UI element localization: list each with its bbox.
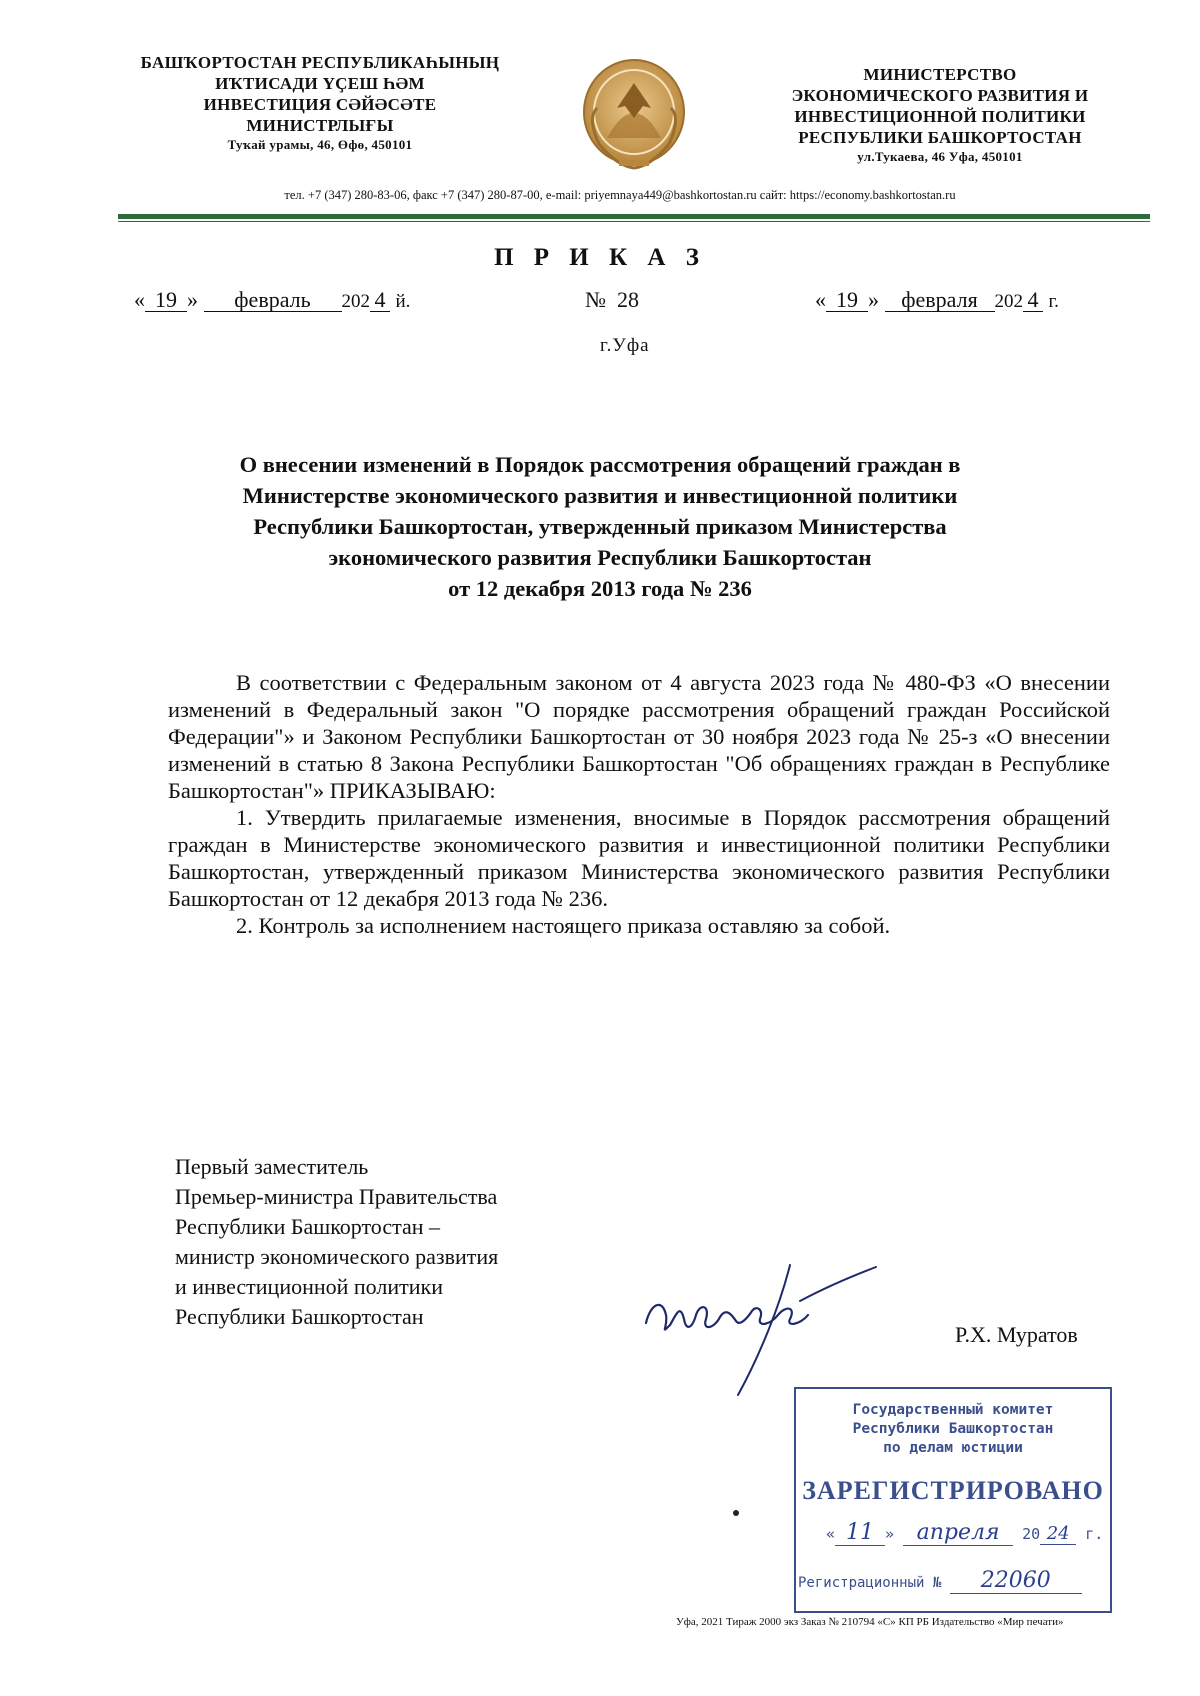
stamp-org-line: по делам юстиции [883,1440,1023,1456]
stamp-year-prefix: 20 [1022,1525,1041,1543]
date-month: февраля [885,289,995,312]
quote-close: » [187,287,198,312]
header-right-line: ЭКОНОМИЧЕСКОГО РАЗВИТИЯ И [791,86,1089,105]
subject-line: от 12 декабря 2013 года № 236 [448,576,752,601]
subject-line: экономического развития Республики Башкортостан [328,545,872,570]
header-right-line: РЕСПУБЛИКИ БАШКОРТОСТАН [798,128,1082,147]
header-right-address: ул.Тукаева, 46 Уфа, 450101 [857,149,1023,164]
registration-stamp [794,1387,1112,1613]
header-left-line: БАШҠОРТОСТАН РЕСПУБЛИКАҺЫНЫҢ [140,53,500,72]
signatory-position [175,1152,498,1332]
signatory-name: Р.Х. Муратов [955,1322,1078,1347]
stamp-org-line: Республики Башкортостан [852,1421,1054,1437]
header-left-address: Туҡай урамы, 46, Өфө, 450101 [227,137,413,152]
date-russian [815,287,1059,313]
stamp-month: апреля [903,1520,1013,1546]
date-year-prefix: 202 [341,291,370,312]
header-contacts: тел. +7 (347) 280-83-06, факс +7 (347) 280-87-00, e-mail: priyemnaya449@bashkortostan.ru сайт: https://economy.bashkortostan.ru [284,188,956,202]
document-title: П Р И К А З [494,244,706,271]
handwritten-signature [640,1245,880,1405]
clause-1: 1. Утвердить прилагаемые изменения, вносимые в Порядок рассмотрения обращений граждан в Министерстве экономического развития и инвестиционной политики Республики Башкортостан, утвержденный приказом Министерства экономического развития Республики Башкортостан от 12 декабря 2013 года № 236. [168,805,1110,911]
order-subject [150,449,1050,604]
city: г.Уфа [600,335,650,356]
stamp-org [796,1401,1110,1458]
header-divider [118,214,1150,219]
header-left-line: ИНВЕСТИЦИЯ СӘЙӘСӘТЕ [203,95,437,114]
header-left-org [110,52,530,153]
subject-line: Республики Башкортостан, утвержденный приказом Министерства [253,514,947,539]
position-line: Республики Башкортостан [175,1304,424,1329]
header-left-line: ИҠТИСАДИ ҮҪЕШ ҺӘМ [215,74,425,93]
quote-open: « [134,287,145,312]
quote-close: » [868,287,879,312]
header-divider-thin [118,221,1150,222]
date-year-prefix: 202 [994,291,1023,312]
stamp-status: ЗАРЕГИСТРИРОВАНО [802,1476,1104,1505]
preamble-paragraph: В соответствии с Федеральным законом от 4 августа 2023 года № 480-ФЗ «О внесении изменений в Федеральный закон "О порядке рассмотрения обращений граждан Российской Федерации"» и Законом Республики Башкортостан от 30 ноября 2023 года № 25-з «О внесении изменений в статью 8 Закона Республики Башкортостан "Об обращениях граждан в Республике Башкортостан"» ПРИКАЗЫВАЮ: [168,670,1110,803]
header-right-line: МИНИСТЕРСТВО [863,65,1017,84]
stamp-reg-label: Регистрационный № [798,1575,942,1591]
clause-2: 2. Контроль за исполнением настоящего приказа оставляю за собой. [236,913,891,938]
date-day: 19 [826,289,868,312]
stamp-org-line: Государственный комитет [852,1402,1054,1418]
position-line: Первый заместитель [175,1154,369,1179]
header-right-line: ИНВЕСТИЦИОННОЙ ПОЛИТИКИ [794,107,1086,126]
position-line: Премьер-министра Правительства [175,1184,498,1209]
number-label: № [585,287,606,312]
stamp-day: 11 [835,1520,885,1546]
quote-open: « [815,287,826,312]
date-suffix: й. [395,291,411,312]
date-month: февраль [204,289,342,312]
position-line: Республики Башкортостан – [175,1214,441,1239]
stamp-date: « 11 » апреля 20 24 г. [826,1520,1104,1545]
header-right-org [745,64,1135,165]
stamp-year-suffix: 24 [1040,1523,1076,1545]
date-bashkir [134,287,410,313]
date-year-digit: 4 [370,289,390,312]
ink-dot [733,1510,739,1516]
stamp-reg-number: 22060 [950,1568,1082,1594]
order-body [168,669,1110,939]
position-line: министр экономического развития [175,1244,499,1269]
date-year-digit: 4 [1023,289,1043,312]
position-line: и инвестиционной политики [175,1274,443,1299]
order-number [585,287,639,313]
printer-footer: Уфа, 2021 Тираж 2000 экз Заказ № 210794 «С» КП РБ Издательство «Мир печати» [676,1616,1064,1628]
stamp-year-mark: г. [1085,1525,1104,1543]
subject-line: О внесении изменений в Порядок рассмотрения обращений граждан в [239,452,961,477]
header-left-line: МИНИСТРЛЫҒЫ [246,116,394,135]
number-value: 28 [617,287,639,312]
date-suffix: г. [1048,291,1059,312]
stamp-registration [796,1568,1110,1594]
coat-of-arms-icon [577,48,691,188]
subject-line: Министерстве экономического развития и инвестиционной политики [242,483,958,508]
date-day: 19 [145,289,187,312]
